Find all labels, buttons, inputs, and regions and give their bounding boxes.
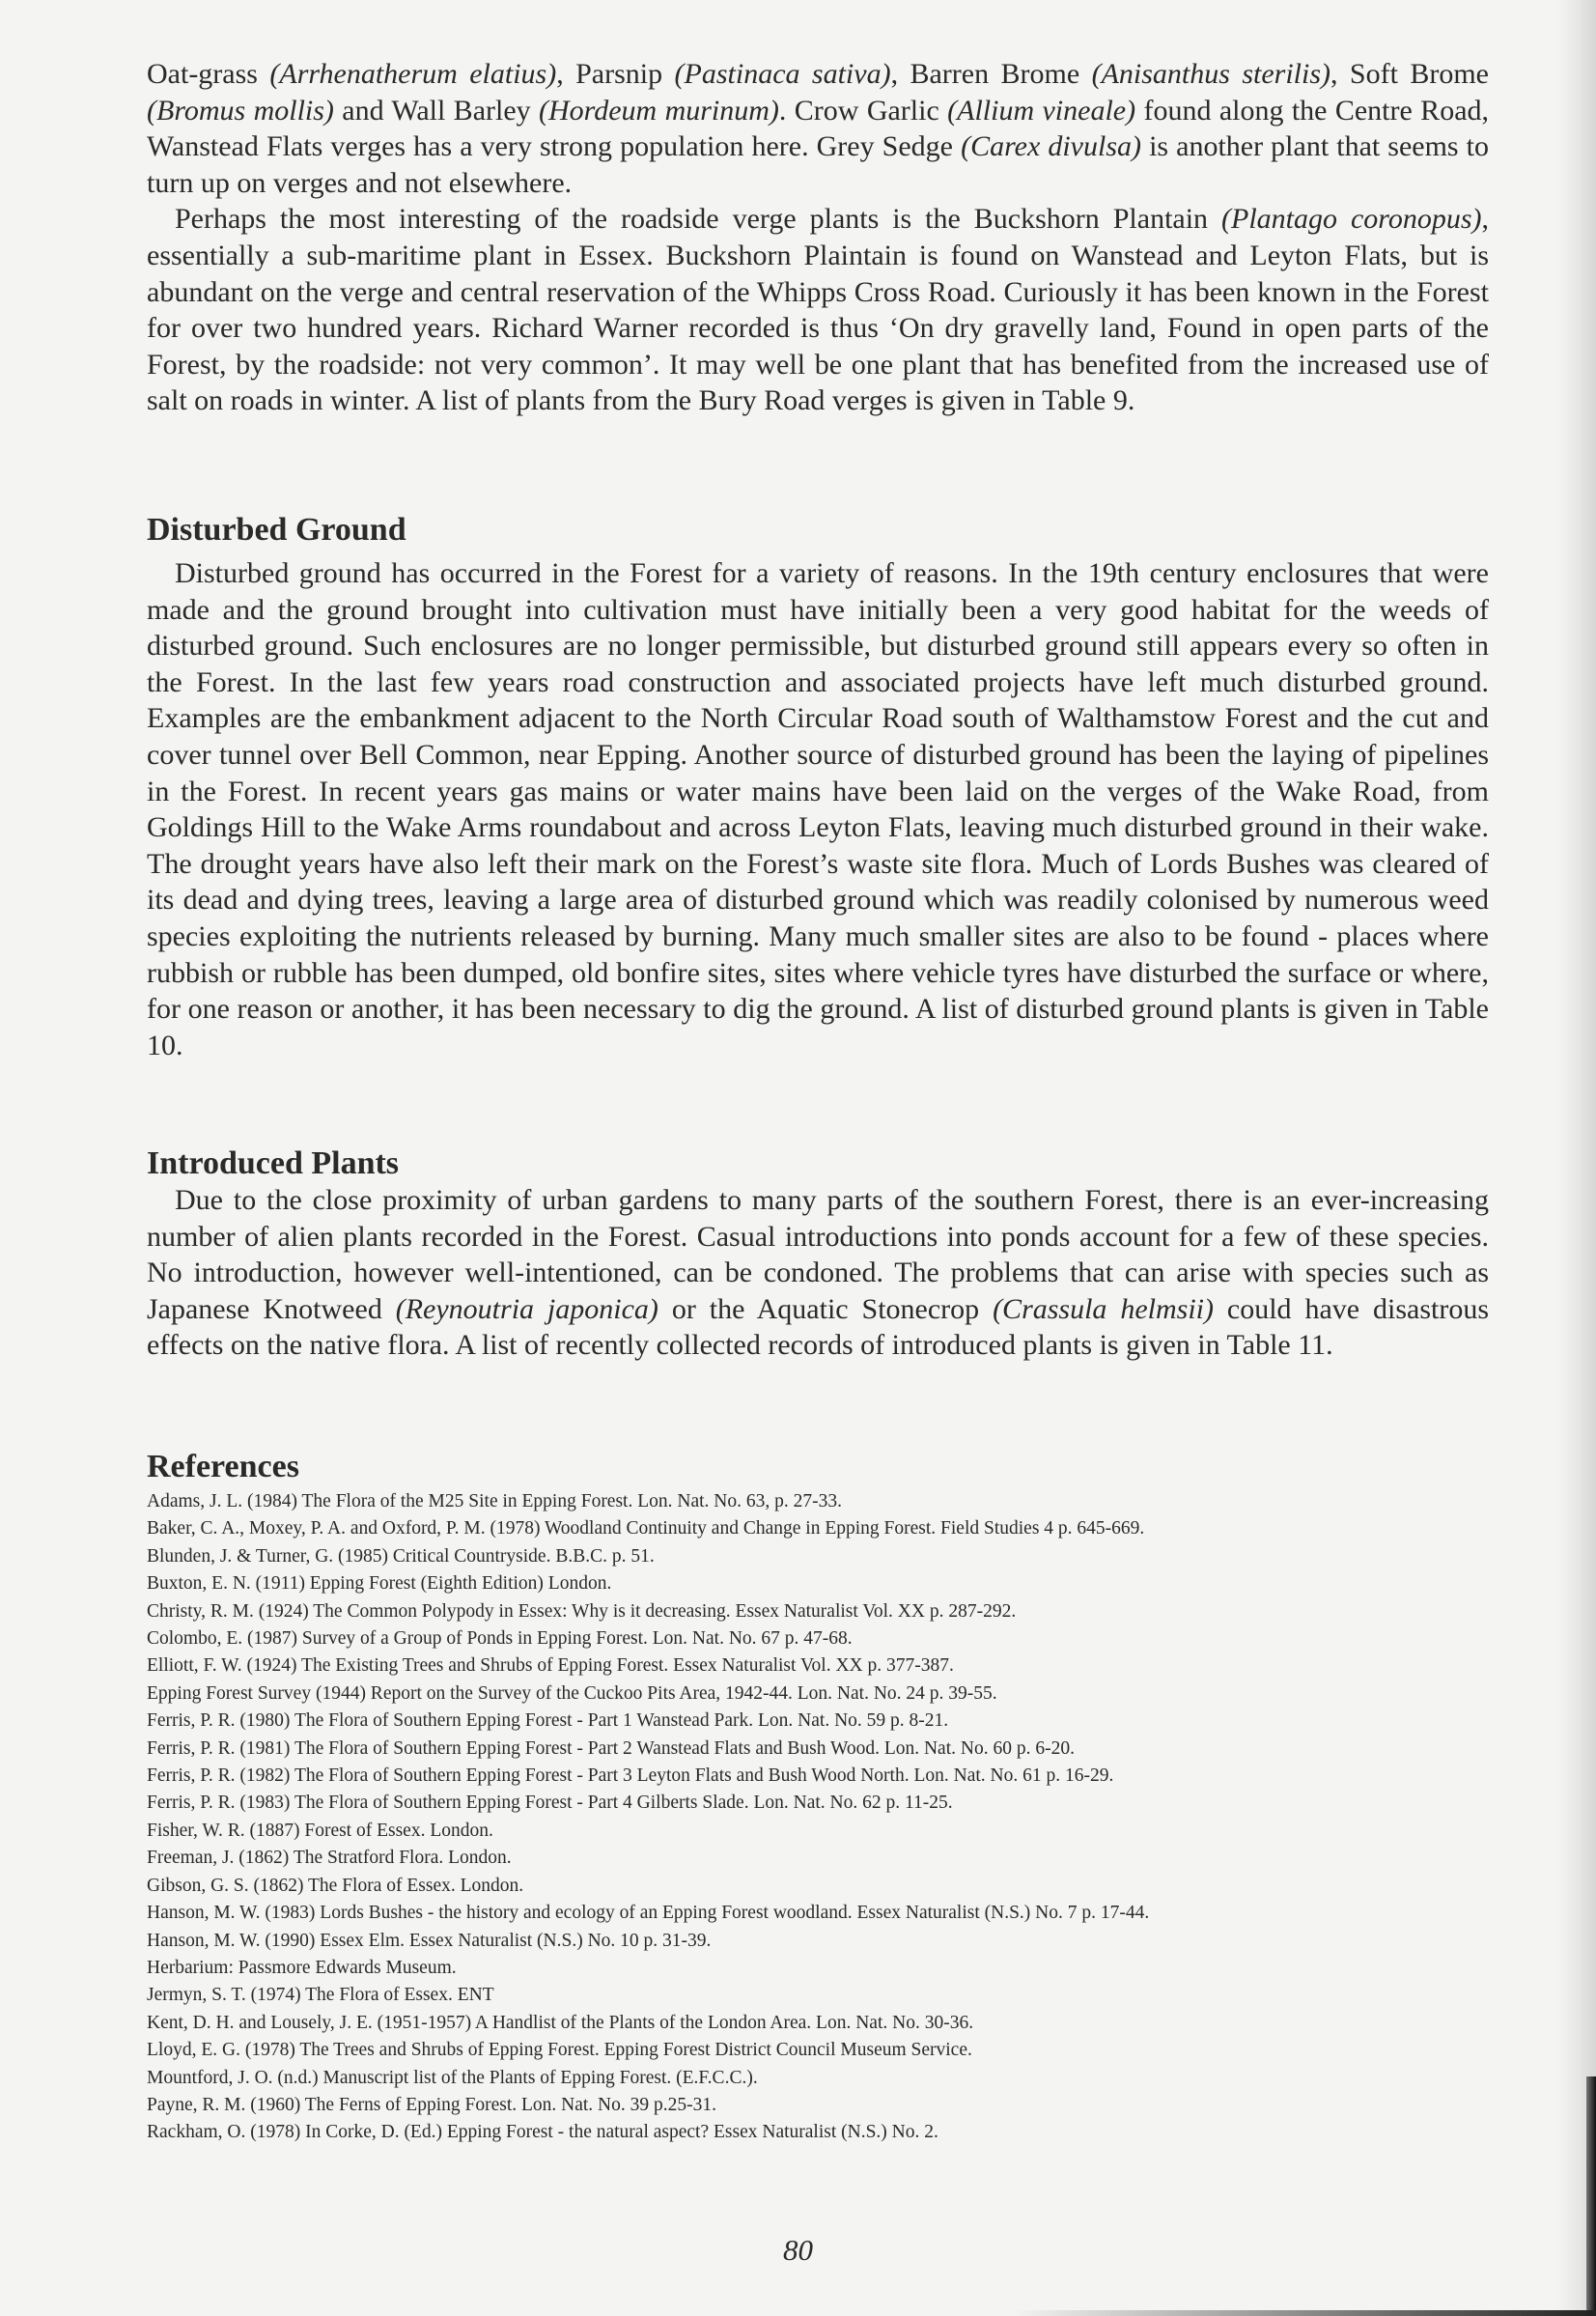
latin-name: (Plantago coronopus) [1221, 203, 1482, 236]
reference-entry: Blunden, J. & Turner, G. (1985) Critical Countryside. B.B.C. p. 51. [147, 1545, 655, 1567]
latin-name: (Bromus mollis) [147, 94, 334, 127]
reference-entry: Mountford, J. O. (n.d.) Manuscript list of the Plants of Epping Forest. (E.F.C.C.). [147, 2067, 758, 2088]
reference-entry: Baker, C. A., Moxey, P. A. and Oxford, P. M. (1978) Woodland Continuity and Change in Epping Forest. Field Studies 4 p. 645-669. [147, 1518, 1145, 1539]
latin-name: (Reynoutria japonica) [395, 1292, 658, 1325]
buckshorn-paragraph: Perhaps the most interesting of the roadside verge plants is the Buckshorn Plantain (Plantago coronopus), essentially a sub-maritime plant in Essex. Buckshorn Plaintain is found on Wanstead and Leyton Flats, but is abundant on the verge and central reservation of the Whipps Cross Road. Curiously it has been known in the Forest for over two hundred years. Richard Warner recorded is thus ‘On dry gravelly land, Found in open parts of the Forest, by the roadside: not very common’. It may well be one plant that has benefited from the increased use of salt on roads in winter. A list of plants from the Bury Road verges is given in Table 9. [147, 203, 1489, 417]
reference-entry: Lloyd, E. G. (1978) The Trees and Shrubs of Epping Forest. Epping Forest District Council Museum Service. [147, 2040, 972, 2061]
reference-entry: Ferris, P. R. (1982) The Flora of Southern Epping Forest - Part 3 Leyton Flats and Bush Wood North. Lon. Nat. No. 61 p. 16-29. [147, 1765, 1114, 1787]
reference-entry: Jermyn, S. T. (1974) The Flora of Essex. ENT [147, 1985, 494, 2006]
reference-entry: Ferris, P. R. (1981) The Flora of Southern Epping Forest - Part 2 Wanstead Flats and Bush Wood. Lon. Nat. No. 60 p. 6-20. [147, 1737, 1075, 1759]
latin-name: (Carex divulsa) [961, 130, 1141, 163]
latin-name: (Arrhenatherum elatius) [269, 58, 557, 90]
latin-name: (Allium vineale) [947, 94, 1136, 127]
section-heading-references: References [147, 1449, 299, 1484]
disturbed-ground-text [147, 555, 1489, 1063]
reference-entry: Rackham, O. (1978) In Corke, D. (Ed.) Epping Forest - the natural aspect? Essex Naturalist (N.S.) No. 2. [147, 2122, 938, 2143]
reference-entry: Freeman, J. (1862) The Stratford Flora. London. [147, 1848, 512, 1869]
latin-name: (Anisanthus sterilis) [1091, 58, 1330, 90]
introduced-paragraph: Due to the close proximity of urban gardens to many parts of the southern Forest, there is an ever-increasing number of alien plants recorded in the Forest. Casual introductions into ponds account for a few of these species. No introduction, however well-intentioned, can be condoned. The problems that can arise with species such as Japanese Knotweed (Reynoutria japonica) or the Aquatic Stonecrop (Crassula helmsii) could have disastrous effects on the native flora. A list of recently collected records of introduced plants is given in Table 11. [147, 1184, 1489, 1362]
references-list [147, 1488, 1498, 2147]
latin-name: (Pastinaca sativa) [674, 58, 891, 90]
reference-entry: Herbarium: Passmore Edwards Museum. [147, 1957, 457, 1978]
bottom-page-edge [1014, 2310, 1596, 2316]
reference-entry: Ferris, P. R. (1980) The Flora of Southern Epping Forest - Part 1 Wanstead Park. Lon. Nat. No. 59 p. 8-21. [147, 1710, 949, 1732]
section-heading-introduced-plants: Introduced Plants [147, 1145, 400, 1181]
reference-entry: Gibson, G. S. (1862) The Flora of Essex. London. [147, 1875, 524, 1896]
reference-entry: Kent, D. H. and Lousely, J. E. (1951-1957) A Handlist of the Plants of the London Area. Lon. Nat. No. 30-36. [147, 2012, 974, 2033]
reference-entry: Epping Forest Survey (1944) Report on the Survey of the Cuckoo Pits Area, 1942-44. Lon. Nat. No. 24 p. 39-55. [147, 1682, 997, 1704]
reference-entry: Hanson, M. W. (1983) Lords Bushes - the history and ecology of an Epping Forest woodland. Essex Naturalist (N.S.) No. 7 p. 17-44. [147, 1903, 1150, 1924]
verges-paragraph: Oat-grass (Arrhenatherum elatius), Parsnip (Pastinaca sativa), Barren Brome (Anisanthus sterilis), Soft Brome (Bromus mollis) and Wall Barley (Hordeum murinum). Crow Garlic (Allium vineale) found along the Centre Road, Wanstead Flats verges has a very strong population here. Grey Sedge (Carex divulsa) is another plant that seems to turn up on verges and not elsewhere. [147, 58, 1490, 199]
reference-entry: Payne, R. M. (1960) The Ferns of Epping Forest. Lon. Nat. No. 39 p.25-31. [147, 2094, 716, 2115]
reference-entry: Adams, J. L. (1984) The Flora of the M25 Site in Epping Forest. Lon. Nat. No. 63, p. 27-33. [147, 1491, 842, 1511]
reference-entry: Christy, R. M. (1924) The Common Polypody in Essex: Why is it decreasing. Essex Naturalist Vol. XX p. 287-292. [147, 1600, 1017, 1622]
reference-entry: Hanson, M. W. (1990) Essex Elm. Essex Naturalist (N.S.) No. 10 p. 31-39. [147, 1930, 712, 1951]
page-number: 80 [783, 2233, 813, 2267]
introduced-plants-text [147, 1182, 1489, 1364]
section-heading-disturbed-ground: Disturbed Ground [147, 512, 406, 548]
reference-entry: Fisher, W. R. (1887) Forest of Essex. London. [147, 1820, 493, 1841]
reference-entry: Colombo, E. (1987) Survey of a Group of Ponds in Epping Forest. Lon. Nat. No. 67 p. 47-68. [147, 1628, 853, 1650]
reference-entry: Buxton, E. N. (1911) Epping Forest (Eighth Edition) London. [147, 1573, 612, 1595]
page-gutter-shadow [1557, 0, 1596, 2316]
disturbed-paragraph: Disturbed ground has occurred in the Forest for a variety of reasons. In the 19th century enclosures that were made and the ground brought into cultivation must have initially been a very good habitat for the weeds of disturbed ground. Such enclosures are no longer permissible, but disturbed ground still appears every so often in the Forest. In the last few years road construction and associated projects have left much disturbed ground. Examples are the embankment adjacent to the North Circular Road south of Walthamstow Forest and the cut and cover tunnel over Bell Common, near Epping. Another source of disturbed ground has been the laying of pipelines in the Forest. In recent years gas mains or water mains have been laid on the verges of the Wake Road, from Goldings Hill to the Wake Arms roundabout and across Leyton Flats, leaving much disturbed ground in their wake. The drought years have also left their mark on the Forest’s waste site flora. Much of Lords Bushes was cleared of its dead and dying trees, leaving a large area of disturbed ground which was readily colonised by numerous weed species exploiting the nutrients released by burning. Many much smaller sites are also to be found - places where rubbish or rubble has been dumped, old bonfire sites, sites where vehicle tyres have disturbed the surface or where, for one reason or another, it has been necessary to dig the ground. A list of disturbed ground plants is given in Table 10. [147, 557, 1489, 1061]
latin-name: (Hordeum murinum) [539, 94, 779, 127]
reference-entry: Ferris, P. R. (1983) The Flora of Southern Epping Forest - Part 4 Gilberts Slade. Lon. Nat. No. 62 p. 11-25. [147, 1793, 953, 1814]
latin-name: (Crassula helmsii) [993, 1292, 1214, 1325]
verges-text [147, 56, 1489, 419]
reference-entry: Elliott, F. W. (1924) The Existing Trees and Shrubs of Epping Forest. Essex Naturalist Vol. XX p. 377-387. [147, 1655, 954, 1677]
page-edge [1586, 2076, 1596, 2316]
